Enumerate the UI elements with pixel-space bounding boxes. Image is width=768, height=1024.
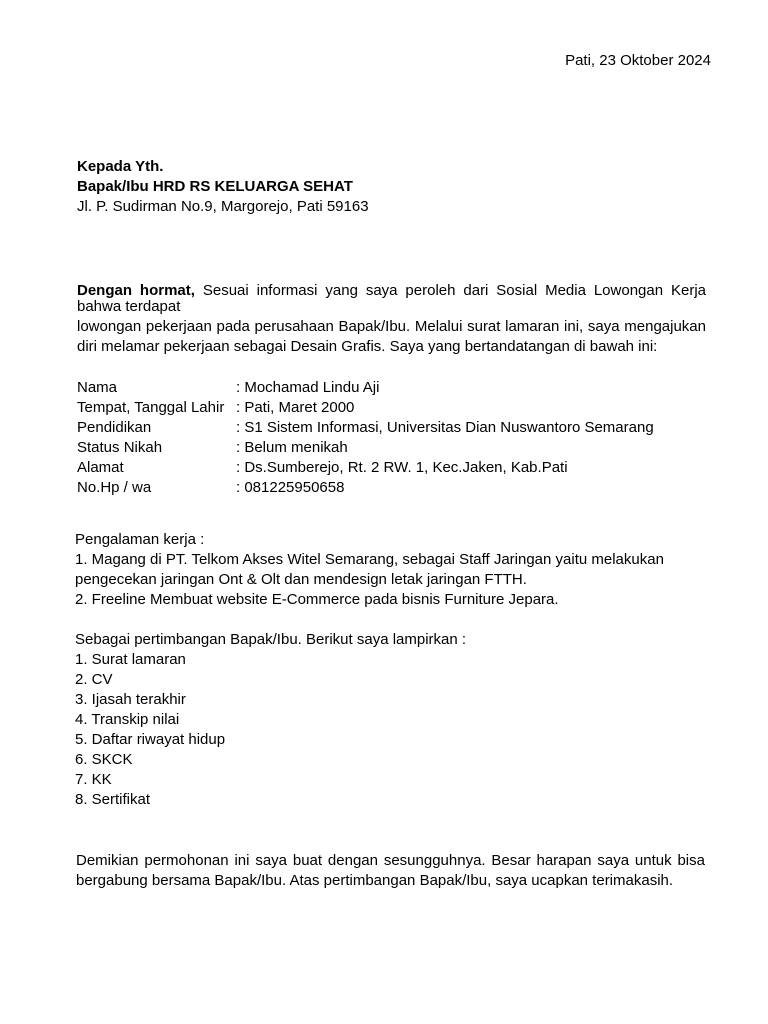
biodata-value: : S1 Sistem Informasi, Universitas Dian Nuswantoro Semarang — [236, 419, 654, 436]
biodata-value: : 081225950658 — [236, 479, 345, 496]
biodata-label: Status Nikah — [77, 439, 163, 456]
biodata-label: Tempat, Tanggal Lahir — [77, 399, 225, 416]
biodata-label: No.Hp / wa — [77, 479, 152, 496]
opening-text-1: Sesuai informasi yang saya peroleh dari Sosial Media Lowongan Kerja bahwa terdapat — [77, 282, 707, 315]
biodata-value: : Mochamad Lindu Aji — [236, 379, 380, 396]
biodata-row — [77, 378, 717, 398]
opening-paragraph — [77, 283, 706, 357]
biodata-row — [77, 458, 717, 478]
experience-heading: Pengalaman kerja : — [75, 531, 205, 548]
biodata-table — [77, 378, 717, 498]
attachment-item: 3. Ijasah terakhir — [75, 691, 186, 708]
attachment-item: 8. Sertifikat — [75, 791, 151, 808]
opening-first-line — [77, 283, 706, 315]
biodata-value: : Belum menikah — [236, 439, 348, 456]
attachment-item: 6. SKCK — [75, 751, 133, 768]
experience-section — [75, 530, 725, 610]
biodata-label: Alamat — [77, 459, 124, 476]
biodata-row — [77, 418, 717, 438]
attachment-item: 4. Transkip nilai — [75, 711, 180, 728]
attachment-item: 1. Surat lamaran — [75, 651, 186, 668]
closing-paragraph — [76, 851, 705, 891]
experience-line: 2. Freeline Membuat website E-Commerce pada bisnis Furniture Jepara. — [75, 591, 559, 608]
attachment-item: 2. CV — [75, 671, 113, 688]
biodata-label: Pendidikan — [77, 419, 152, 436]
attachment-item: 7. KK — [75, 771, 112, 788]
attachments-section — [75, 630, 725, 810]
recipient-block — [77, 157, 717, 217]
recipient-greeting: Kepada Yth. — [77, 158, 164, 175]
biodata-row — [77, 398, 717, 418]
biodata-label: Nama — [77, 379, 118, 396]
biodata-row — [77, 438, 717, 458]
opening-text-2: lowongan pekerjaan pada perusahaan Bapak/Ibu. Melalui surat lamaran ini, saya mengajukan diri melamar pekerjaan sebagai Desain Grafis. Saya yang bertandatangan di bawah ini: — [77, 318, 706, 355]
experience-line: pengecekan jaringan Ont & Olt dan mendesign letak jaringan FTTH. — [75, 571, 527, 588]
attachments-heading: Sebagai pertimbangan Bapak/Ibu. Berikut saya lampirkan : — [75, 631, 467, 648]
salutation: Dengan hormat, — [77, 282, 195, 299]
recipient-name: Bapak/Ibu HRD RS KELUARGA SEHAT — [77, 178, 353, 195]
biodata-row — [77, 478, 717, 498]
biodata-value: : Ds.Sumberejo, Rt. 2 RW. 1, Kec.Jaken, Kab.Pati — [236, 459, 568, 476]
experience-line: 1. Magang di PT. Telkom Akses Witel Semarang, sebagai Staff Jaringan yaitu melakukan — [75, 551, 664, 568]
closing-text: Demikian permohonan ini saya buat dengan sesungguhnya. Besar harapan saya untuk bisa bergabung bersama Bapak/Ibu. Atas pertimbangan Bapak/Ibu, saya ucapkan terimakasih. — [76, 852, 705, 889]
attachment-item: 5. Daftar riwayat hidup — [75, 731, 226, 748]
recipient-address: Jl. P. Sudirman No.9, Margorejo, Pati 59163 — [77, 198, 369, 215]
biodata-value: : Pati, Maret 2000 — [236, 399, 355, 416]
letter-date: Pati, 23 Oktober 2024 — [565, 52, 711, 69]
